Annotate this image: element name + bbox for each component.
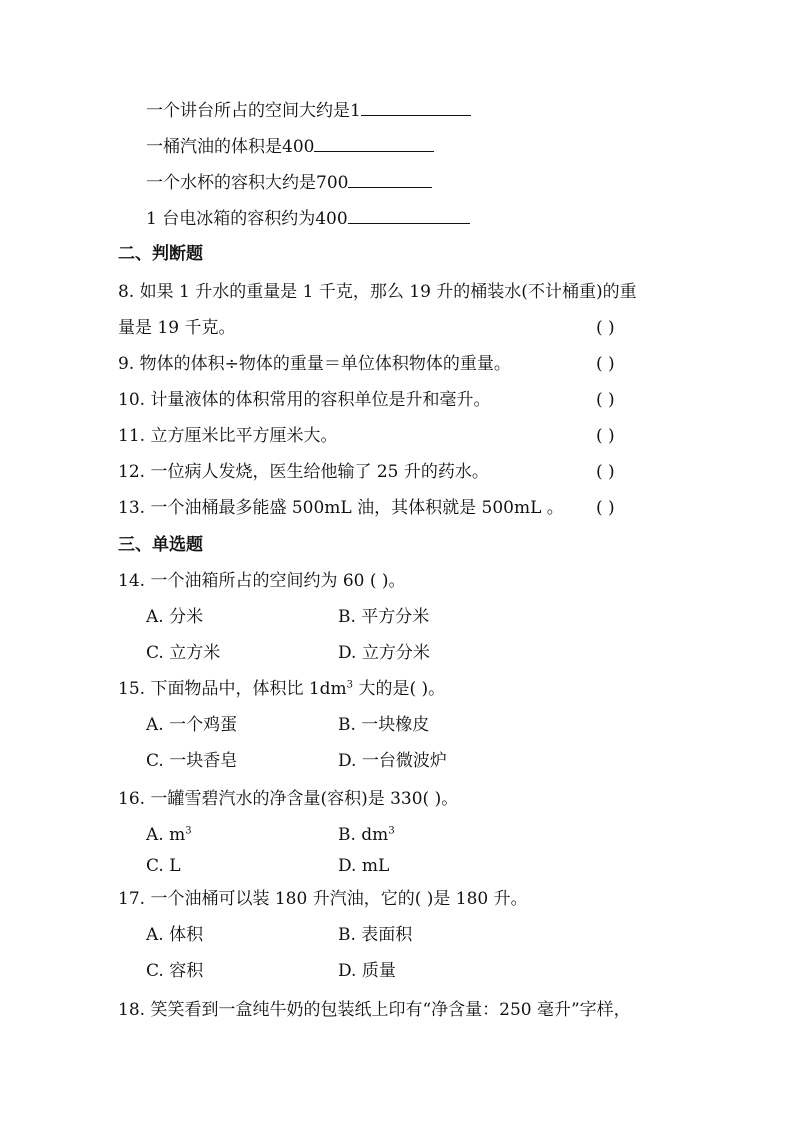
fill-line-text: 一个水杯的容积大约是700 bbox=[146, 173, 349, 193]
section-title-choice: 三、单选题 bbox=[118, 535, 203, 555]
superscript: 3 bbox=[185, 825, 192, 837]
question-13: 13. 一个油桶最多能盛 500mL 油，其体积就是 500mL 。 bbox=[118, 498, 564, 518]
answer-blank[interactable] bbox=[348, 170, 432, 188]
question-15 bbox=[118, 677, 445, 701]
answer-paren-13[interactable]: ( ) bbox=[596, 498, 615, 518]
option-15-c[interactable]: C. 一块香皂 bbox=[146, 751, 238, 771]
fill-line-cup bbox=[146, 170, 432, 194]
option-16-a-label: A. m bbox=[146, 825, 186, 845]
option-17-c[interactable]: C. 容积 bbox=[146, 961, 204, 981]
fill-line-fridge bbox=[146, 206, 470, 230]
option-15-b[interactable]: B. 一块橡皮 bbox=[338, 715, 430, 735]
question-17: 17. 一个油桶可以装 180 升汽油，它的( )是 180 升。 bbox=[118, 889, 528, 909]
option-14-b[interactable]: B. 平方分米 bbox=[338, 607, 430, 627]
answer-paren-12[interactable]: ( ) bbox=[596, 462, 615, 482]
question-14: 14. 一个油箱所占的空间约为 60 ( )。 bbox=[118, 571, 406, 591]
section-title-judge: 二、判断题 bbox=[118, 244, 203, 264]
answer-blank[interactable] bbox=[348, 206, 470, 224]
fill-line-text: 一个讲台所占的空间大约是1 bbox=[146, 101, 361, 121]
option-16-b[interactable] bbox=[338, 823, 395, 847]
option-17-a[interactable]: A. 体积 bbox=[146, 925, 204, 945]
answer-paren-10[interactable]: ( ) bbox=[596, 390, 615, 410]
fill-line-podium bbox=[146, 98, 471, 122]
option-15-a[interactable]: A. 一个鸡蛋 bbox=[146, 715, 238, 735]
fill-line-gasoline bbox=[146, 134, 434, 158]
option-16-d[interactable]: D. mL bbox=[338, 856, 390, 876]
option-14-d[interactable]: D. 立方分米 bbox=[338, 643, 430, 663]
question-12: 12. 一位病人发烧，医生给他输了 25 升的药水。 bbox=[118, 462, 489, 482]
question-15-stem-start: 15. 下面物品中，体积比 1dm bbox=[118, 679, 347, 699]
question-10: 10. 计量液体的体积常用的容积单位是升和毫升。 bbox=[118, 390, 491, 410]
option-16-a[interactable] bbox=[146, 823, 192, 847]
answer-paren-9[interactable]: ( ) bbox=[596, 354, 615, 374]
option-16-b-label: B. dm bbox=[338, 825, 389, 845]
answer-blank[interactable] bbox=[314, 134, 434, 152]
question-16: 16. 一罐雪碧汽水的净含量(容积)是 330( )。 bbox=[118, 789, 459, 809]
fill-line-text: 一桶汽油的体积是400 bbox=[146, 137, 315, 157]
option-17-b[interactable]: B. 表面积 bbox=[338, 925, 413, 945]
option-16-c[interactable]: C. L bbox=[146, 856, 181, 876]
fill-line-text: 1 台电冰箱的容积约为400 bbox=[146, 209, 348, 229]
option-14-c[interactable]: C. 立方米 bbox=[146, 643, 221, 663]
question-18: 18. 笑笑看到一盒纯牛奶的包装纸上印有“净含量：250 毫升”字样， bbox=[118, 1000, 631, 1020]
answer-blank[interactable] bbox=[361, 98, 471, 116]
question-11: 11. 立方厘米比平方厘米大。 bbox=[118, 426, 338, 446]
superscript: 3 bbox=[346, 679, 354, 691]
question-9: 9. 物体的体积÷物体的重量＝单位体积物体的重量。 bbox=[118, 354, 511, 374]
answer-paren-8[interactable]: ( ) bbox=[596, 318, 615, 338]
option-15-d[interactable]: D. 一台微波炉 bbox=[338, 751, 447, 771]
option-17-d[interactable]: D. 质量 bbox=[338, 961, 396, 981]
option-14-a[interactable]: A. 分米 bbox=[146, 607, 204, 627]
answer-paren-11[interactable]: ( ) bbox=[596, 426, 615, 446]
question-15-stem-end: 大的是( )。 bbox=[353, 679, 446, 699]
question-8-line2: 量是 19 千克。 bbox=[118, 318, 236, 338]
superscript: 3 bbox=[388, 825, 395, 837]
question-8-line1: 8. 如果 1 升水的重量是 1 千克，那么 19 升的桶装水(不计桶重)的重 bbox=[118, 282, 637, 302]
